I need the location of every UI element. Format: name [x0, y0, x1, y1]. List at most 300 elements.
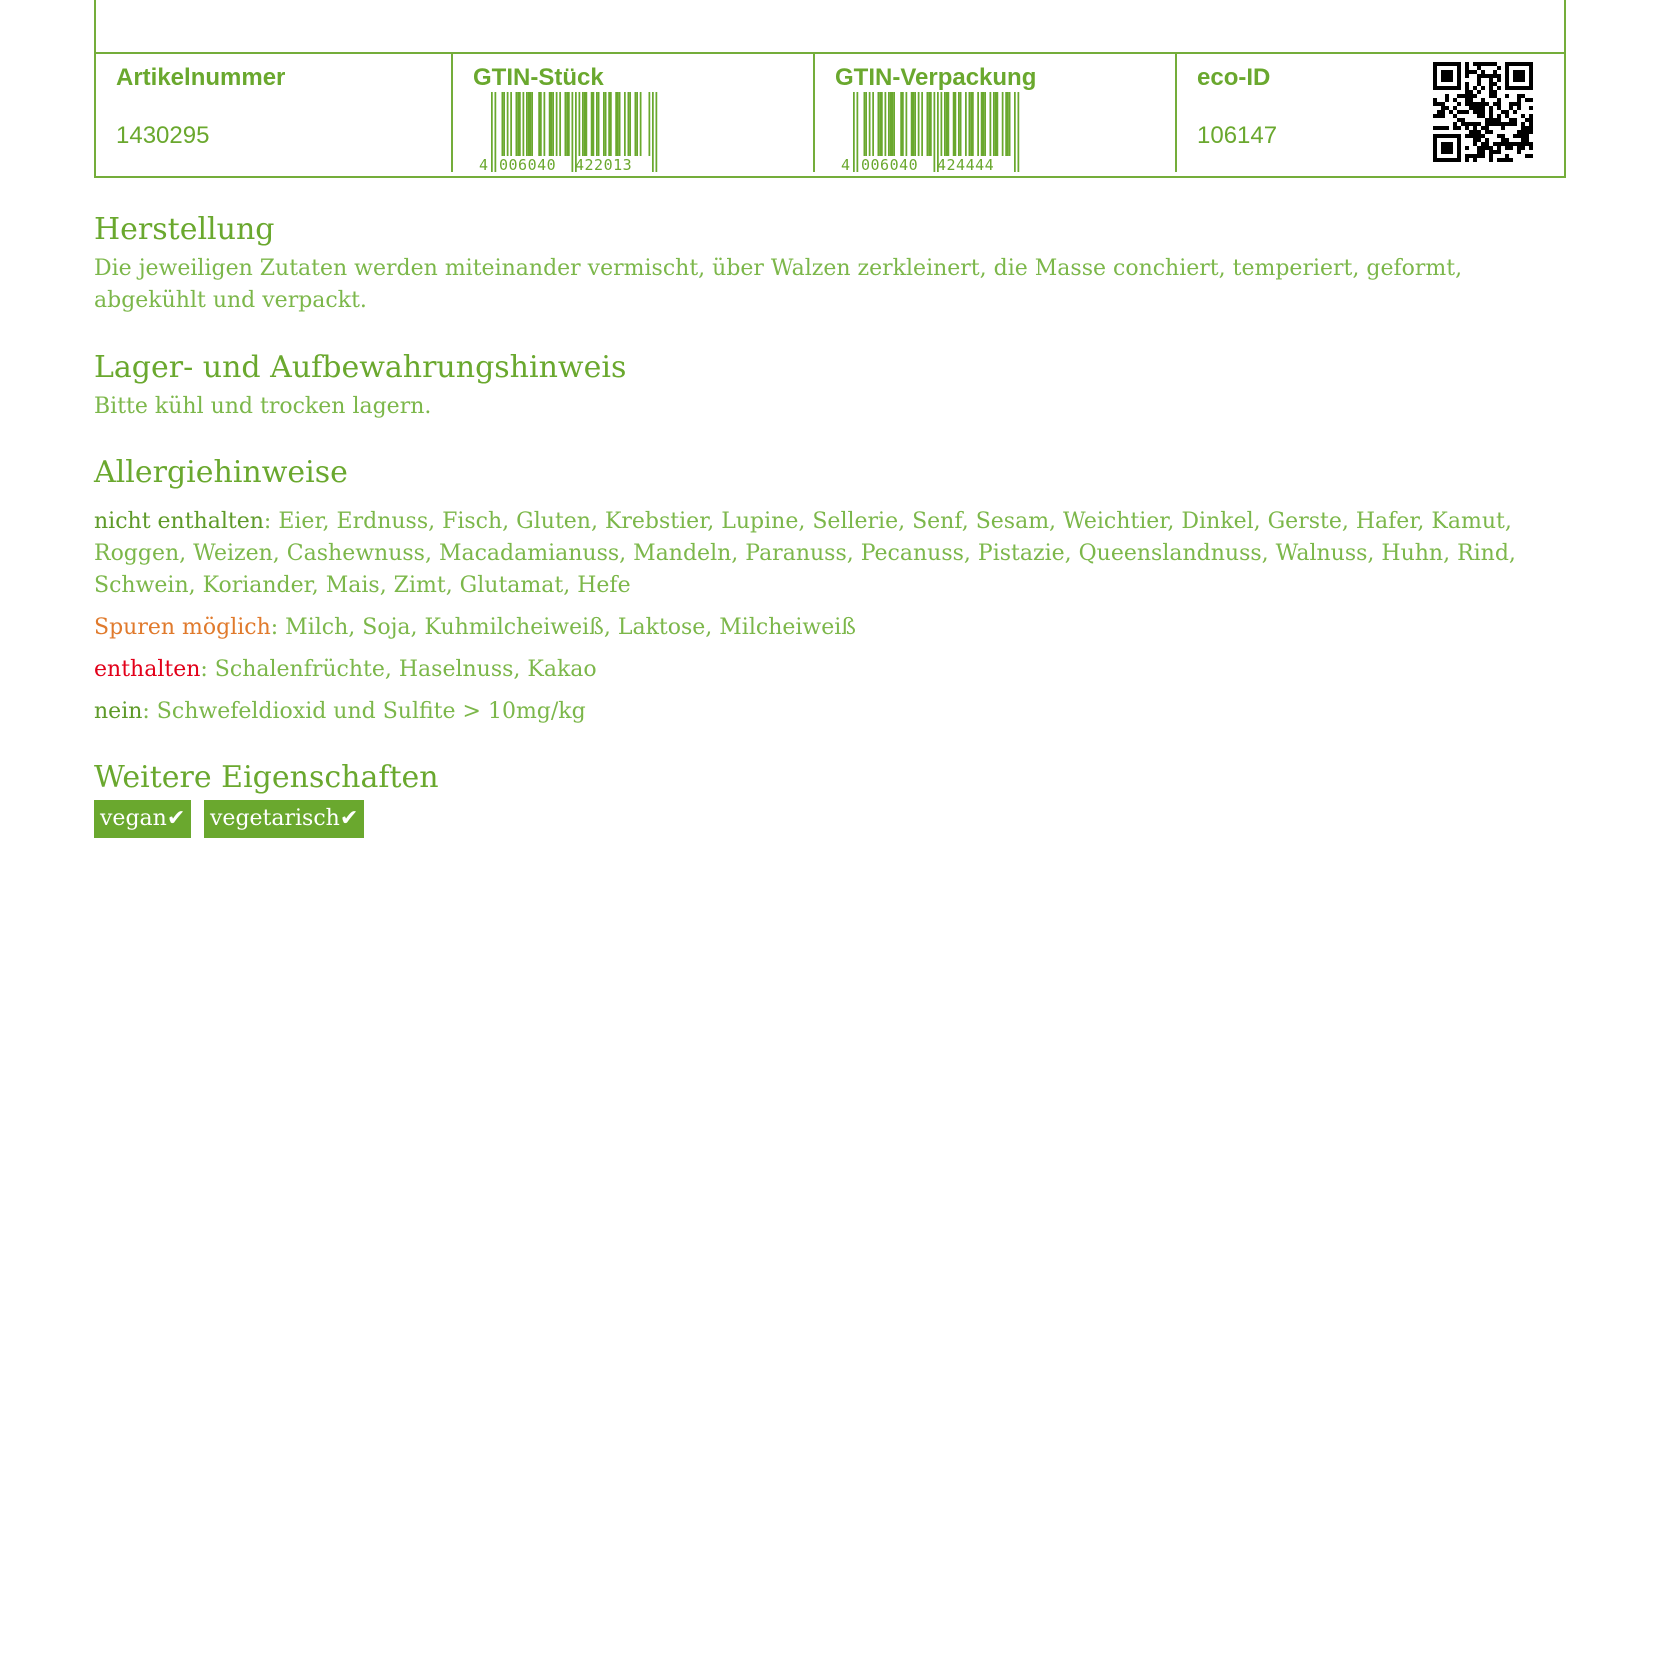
barcode-bar	[544, 92, 546, 156]
qr-module	[1489, 150, 1493, 154]
qr-module	[1473, 130, 1477, 134]
qr-module	[1521, 130, 1525, 134]
barcode-bar	[914, 92, 916, 156]
qr-module	[1517, 74, 1521, 78]
gtin-pack-label: GTIN-Verpackung	[835, 64, 1037, 91]
qr-module	[1501, 126, 1505, 130]
qr-module	[1445, 142, 1449, 146]
qr-module	[1465, 98, 1469, 102]
qr-module	[1501, 134, 1505, 138]
qr-module	[1505, 62, 1509, 66]
barcode-bar	[890, 92, 892, 156]
qr-module	[1477, 154, 1481, 158]
barcode-bar	[977, 92, 979, 156]
qr-module	[1517, 102, 1521, 106]
qr-module	[1433, 146, 1437, 150]
qr-module	[1525, 126, 1529, 130]
qr-module	[1529, 70, 1533, 74]
qr-module	[1433, 62, 1437, 66]
qr-module	[1457, 118, 1461, 122]
qr-module	[1521, 114, 1525, 118]
qr-module	[1529, 78, 1533, 82]
article-number-value: 1430295	[116, 122, 210, 149]
qr-module	[1485, 130, 1489, 134]
qr-module	[1465, 90, 1469, 94]
qr-module	[1457, 158, 1461, 162]
qr-module	[1433, 74, 1437, 78]
qr-module	[1473, 106, 1477, 110]
barcode-bar	[519, 92, 521, 156]
barcode-bar	[970, 92, 972, 156]
barcode-bar	[591, 92, 593, 156]
qr-module	[1493, 118, 1497, 122]
barcode-bar	[605, 92, 607, 156]
qr-module	[1529, 154, 1533, 158]
barcode-bar	[610, 92, 612, 156]
qr-module	[1453, 158, 1457, 162]
barcode-bar	[640, 92, 642, 156]
qr-module	[1529, 126, 1533, 130]
barcode-bar	[586, 92, 588, 156]
qr-module	[1493, 70, 1497, 74]
allergens-no	[94, 696, 1574, 728]
qr-module	[1529, 122, 1533, 126]
qr-module	[1457, 62, 1461, 66]
barcode-bar	[885, 92, 887, 156]
qr-module	[1485, 126, 1489, 130]
qr-module	[1497, 158, 1501, 162]
qr-module	[1441, 142, 1445, 146]
barcode-bar	[495, 92, 497, 172]
qr-module	[1473, 134, 1477, 138]
qr-module	[1485, 122, 1489, 126]
barcode-bar	[649, 92, 651, 156]
qr-module	[1477, 62, 1481, 66]
qr-module	[1461, 118, 1465, 122]
qr-module	[1445, 106, 1449, 110]
qr-module	[1481, 106, 1485, 110]
barcode-bar	[958, 92, 960, 156]
qr-module	[1445, 86, 1449, 90]
qr-module	[1521, 142, 1525, 146]
barcode-bar	[928, 92, 930, 156]
properties-title: Weitere Eigenschaften	[94, 760, 439, 795]
barcode-bar	[636, 92, 638, 156]
barcode-bar	[995, 92, 997, 156]
barcode-bar	[503, 92, 505, 156]
qr-module	[1529, 130, 1533, 134]
qr-module	[1509, 106, 1513, 110]
qr-module	[1437, 110, 1441, 114]
barcode-bar	[972, 92, 974, 156]
qr-module	[1489, 118, 1493, 122]
qr-module	[1509, 118, 1513, 122]
product-id-row	[96, 52, 1564, 178]
qr-module	[1445, 62, 1449, 66]
barcode-bar	[608, 92, 610, 156]
barcode-bar	[853, 92, 855, 172]
qr-module	[1457, 150, 1461, 154]
qr-module	[1433, 98, 1437, 102]
qr-module	[1497, 98, 1501, 102]
qr-module	[1513, 78, 1517, 82]
barcode-bar	[869, 92, 871, 156]
qr-module	[1445, 158, 1449, 162]
qr-module	[1497, 114, 1501, 118]
qr-module	[1493, 122, 1497, 126]
qr-module	[1485, 62, 1489, 66]
qr-module	[1477, 114, 1481, 118]
qr-module	[1509, 62, 1513, 66]
qr-module	[1449, 146, 1453, 150]
barcode-bar	[864, 92, 866, 156]
qr-module	[1517, 142, 1521, 146]
qr-module	[1465, 74, 1469, 78]
qr-module	[1445, 78, 1449, 82]
barcode-bar	[892, 92, 894, 156]
qr-module	[1465, 146, 1469, 150]
qr-module	[1441, 126, 1445, 130]
gtin-pack-digit-lead: 4	[841, 156, 851, 172]
barcode-bar	[635, 92, 637, 156]
qr-module	[1521, 74, 1525, 78]
barcode-bar	[1002, 92, 1004, 156]
qr-module	[1473, 158, 1477, 162]
qr-module	[1517, 62, 1521, 66]
barcode-bar	[629, 92, 631, 156]
barcode-bar	[857, 92, 859, 172]
qr-module	[1457, 102, 1461, 106]
manufacturing-text: Die jeweiligen Zutaten werden miteinander vermischt, über Walzen zerkleinert, die Masse conchiert, temperiert, geformt, abgekühlt und verpackt.	[94, 256, 1463, 313]
qr-module	[1509, 158, 1513, 162]
qr-module	[1457, 94, 1461, 98]
eco-id-label: eco-ID	[1197, 64, 1271, 91]
article-number-label: Artikelnummer	[116, 64, 286, 91]
qr-module	[1529, 98, 1533, 102]
barcode-bar	[1007, 92, 1009, 156]
barcode-bar	[983, 92, 985, 156]
gtin-piece-digits-left: 006040	[499, 156, 557, 172]
barcode-bar	[934, 92, 936, 172]
qr-module	[1461, 94, 1465, 98]
qr-module	[1485, 146, 1489, 150]
qr-module	[1517, 150, 1521, 154]
qr-module	[1469, 134, 1473, 138]
qr-module	[1481, 102, 1485, 106]
qr-module	[1529, 82, 1533, 86]
qr-module	[1525, 98, 1529, 102]
barcode-bar	[944, 92, 946, 156]
qr-module	[1449, 110, 1453, 114]
qr-module	[1493, 82, 1497, 86]
qr-module	[1525, 134, 1529, 138]
qr-module	[1509, 142, 1513, 146]
qr-module	[1505, 138, 1509, 142]
qr-module	[1513, 134, 1517, 138]
storage-text: Bitte kühl und trocken lagern.	[94, 394, 432, 419]
qr-module	[1517, 78, 1521, 82]
qr-module	[1497, 106, 1501, 110]
qr-module	[1465, 94, 1469, 98]
qr-module	[1497, 142, 1501, 146]
qr-module	[1521, 122, 1525, 126]
qr-module	[1505, 114, 1509, 118]
qr-module	[1517, 106, 1521, 110]
qr-module	[1445, 146, 1449, 150]
qr-module	[1449, 86, 1453, 90]
qr-module	[1453, 98, 1457, 102]
qr-module	[1493, 142, 1497, 146]
qr-module	[1493, 74, 1497, 78]
qr-module	[1477, 130, 1481, 134]
qr-module	[1489, 114, 1493, 118]
qr-module	[1465, 158, 1469, 162]
qr-module	[1461, 122, 1465, 126]
qr-module	[1457, 126, 1461, 130]
qr-module	[1481, 150, 1485, 154]
barcode-bar	[930, 92, 932, 156]
qr-module	[1473, 94, 1477, 98]
qr-module	[1525, 154, 1529, 158]
qr-module	[1493, 102, 1497, 106]
qr-module	[1517, 94, 1521, 98]
qr-module	[1497, 118, 1501, 122]
barcode-bar	[965, 92, 967, 156]
qr-module	[1433, 66, 1437, 70]
qr-module	[1465, 62, 1469, 66]
barcode-bar	[960, 92, 962, 156]
qr-module	[1441, 86, 1445, 90]
barcode-bar	[624, 92, 626, 156]
article-number-cell	[96, 54, 453, 172]
barcode-bar	[568, 92, 570, 156]
barcode-bar	[918, 92, 920, 156]
barcode-bar	[582, 92, 584, 156]
qr-module	[1453, 122, 1457, 126]
barcode-bar	[893, 92, 895, 156]
traces-label: Spuren möglich	[94, 615, 271, 640]
qr-module	[1489, 82, 1493, 86]
qr-module	[1473, 86, 1477, 90]
qr-module	[1469, 70, 1473, 74]
qr-module	[1477, 106, 1481, 110]
qr-module	[1469, 122, 1473, 126]
qr-module	[1445, 98, 1449, 102]
barcode-bar	[900, 92, 902, 156]
barcode-bar	[596, 92, 598, 156]
barcode-bar	[879, 92, 881, 156]
qr-module	[1489, 158, 1493, 162]
barcode-bar	[572, 92, 574, 172]
qr-module	[1529, 66, 1533, 70]
qr-module	[1521, 70, 1525, 74]
gtin-piece-digits-right: 422013	[575, 156, 633, 172]
qr-module	[1529, 62, 1533, 66]
barcode-bar	[549, 92, 551, 156]
gtin-piece-digit-lead: 4	[479, 156, 489, 172]
qr-module	[1445, 74, 1449, 78]
barcode-bar	[593, 92, 595, 156]
qr-module	[1513, 110, 1517, 114]
qr-module	[1469, 130, 1473, 134]
qr-module	[1469, 106, 1473, 110]
qr-module	[1481, 154, 1485, 158]
qr-module	[1473, 122, 1477, 126]
qr-module	[1477, 82, 1481, 86]
qr-module	[1441, 114, 1445, 118]
qr-module	[1437, 102, 1441, 106]
qr-module	[1433, 78, 1437, 82]
qr-module	[1437, 62, 1441, 66]
qr-module	[1517, 146, 1521, 150]
gtin-piece-cell	[453, 54, 815, 172]
gtin-pack-digits-left: 006040	[861, 156, 919, 172]
qr-module	[1433, 114, 1437, 118]
qr-module	[1453, 126, 1457, 130]
gtin-pack-barcode	[839, 92, 1029, 172]
qr-module	[1529, 114, 1533, 118]
qr-module	[1433, 158, 1437, 162]
qr-module	[1453, 114, 1457, 118]
qr-module	[1505, 66, 1509, 70]
barcode-bar	[911, 92, 913, 156]
qr-module	[1525, 62, 1529, 66]
qr-module	[1445, 134, 1449, 138]
qr-module	[1489, 74, 1493, 78]
barcode-bar	[902, 92, 904, 156]
barcode-bar	[1018, 92, 1020, 172]
qr-module	[1481, 134, 1485, 138]
manufacturing-title: Herstellung	[94, 212, 275, 247]
qr-module	[1521, 138, 1525, 142]
qr-module	[1441, 70, 1445, 74]
contained-label: enthalten	[94, 657, 201, 682]
qr-module	[1489, 154, 1493, 158]
qr-module	[1469, 154, 1473, 158]
qr-module	[1457, 142, 1461, 146]
qr-module	[1457, 86, 1461, 90]
qr-module	[1477, 102, 1481, 106]
qr-module	[1449, 158, 1453, 162]
qr-module	[1465, 154, 1469, 158]
barcode-bar	[566, 92, 568, 156]
barcode-bar	[526, 92, 528, 156]
no-label: nein	[94, 699, 143, 724]
qr-module	[1449, 134, 1453, 138]
barcode-bar	[865, 92, 867, 156]
qr-module	[1473, 110, 1477, 114]
qr-module	[1529, 86, 1533, 90]
qr-module	[1449, 142, 1453, 146]
qr-module	[1505, 122, 1509, 126]
qr-module	[1525, 86, 1529, 90]
qr-module	[1453, 86, 1457, 90]
qr-module	[1473, 154, 1477, 158]
barcode-bar	[888, 92, 890, 156]
qr-module	[1489, 106, 1493, 110]
qr-module	[1473, 62, 1477, 66]
qr-module	[1457, 134, 1461, 138]
qr-module	[1497, 150, 1501, 154]
qr-module	[1469, 102, 1473, 106]
qr-module	[1469, 98, 1473, 102]
allergens-not-contained	[94, 506, 1574, 602]
qr-module	[1465, 126, 1469, 130]
allergens-contained	[94, 654, 1574, 686]
qr-module	[1457, 66, 1461, 70]
qr-module	[1441, 158, 1445, 162]
barcode-bar	[953, 92, 955, 156]
qr-module	[1437, 126, 1441, 130]
qr-module	[1521, 146, 1525, 150]
qr-module	[1501, 138, 1505, 142]
barcode-bar	[507, 92, 509, 156]
qr-module	[1509, 102, 1513, 106]
qr-module	[1477, 134, 1481, 138]
qr-module	[1477, 138, 1481, 142]
allergens-traces	[94, 612, 1574, 644]
qr-module	[1505, 86, 1509, 90]
qr-module	[1513, 74, 1517, 78]
barcode-bar	[913, 92, 915, 156]
qr-module	[1481, 74, 1485, 78]
qr-module	[1433, 154, 1437, 158]
badge-vegetarian: vegetarisch✔	[204, 800, 364, 838]
qr-module	[1489, 94, 1493, 98]
qr-module	[1525, 138, 1529, 142]
qr-module	[1501, 122, 1505, 126]
qr-module	[1529, 106, 1533, 110]
qr-module	[1469, 90, 1473, 94]
qr-module	[1521, 62, 1525, 66]
qr-module	[1529, 142, 1533, 146]
barcode-bar	[619, 92, 621, 156]
qr-module	[1445, 150, 1449, 154]
qr-module	[1433, 102, 1437, 106]
gtin-piece-label: GTIN-Stück	[473, 64, 604, 91]
qr-module	[1481, 70, 1485, 74]
qr-module	[1441, 146, 1445, 150]
qr-module	[1493, 62, 1497, 66]
qr-module	[1465, 66, 1469, 70]
barcode-bar	[997, 92, 999, 156]
qr-module	[1485, 142, 1489, 146]
qr-module	[1521, 78, 1525, 82]
qr-module	[1497, 146, 1501, 150]
qr-module	[1473, 70, 1477, 74]
qr-module	[1497, 134, 1501, 138]
qr-module	[1477, 78, 1481, 82]
qr-module	[1517, 130, 1521, 134]
qr-module	[1437, 86, 1441, 90]
qr-module	[1477, 150, 1481, 154]
badge-vegan: vegan✔	[94, 800, 191, 838]
qr-module	[1441, 110, 1445, 114]
allergens-title: Allergiehinweise	[94, 455, 348, 490]
barcode-bar	[881, 92, 883, 156]
qr-module	[1481, 126, 1485, 130]
qr-module	[1509, 86, 1513, 90]
qr-module	[1445, 94, 1449, 98]
qr-module	[1513, 142, 1517, 146]
barcode-bar	[981, 92, 983, 156]
barcode-bar	[516, 92, 518, 156]
qr-module	[1481, 146, 1485, 150]
barcode-bar	[617, 92, 619, 156]
barcode-bar	[656, 92, 658, 172]
qr-module	[1473, 126, 1477, 130]
qr-module	[1445, 70, 1449, 74]
